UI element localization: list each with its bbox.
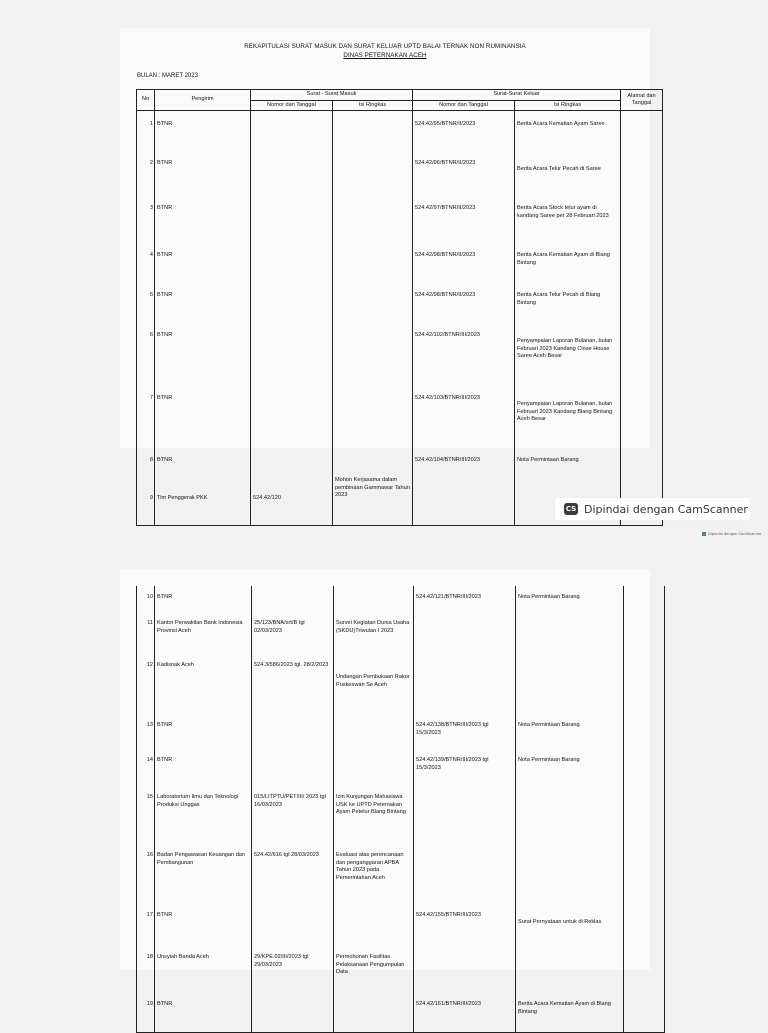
cell-masuk-isi: Survei Kegiatan Dunia Usaha (SKDU)Triwulan I 2023 xyxy=(334,612,414,660)
cell-alamat xyxy=(621,284,663,324)
table-row xyxy=(137,749,665,786)
cell-no: 12 xyxy=(137,660,155,714)
cell-keluar-isi: Nota Permintaan Barang xyxy=(516,586,624,612)
cell-keluar-isi: Penyampaian Laporan Bulanan, bulan Februari 2023 Kandang Close House Saree Aceh Besar xyxy=(515,324,621,387)
cell-pengirim: BTNR xyxy=(155,387,251,449)
cell-no: 11 xyxy=(137,612,155,660)
cell-no: 17 xyxy=(137,910,155,946)
cell-masuk-nomor xyxy=(251,152,333,197)
cell-masuk-nomor xyxy=(252,749,334,786)
cell-masuk-isi xyxy=(333,324,413,387)
cell-alamat xyxy=(624,749,665,786)
cell-masuk-nomor xyxy=(251,324,333,387)
cell-masuk-nomor xyxy=(252,586,334,612)
cell-pengirim: BTNR xyxy=(155,910,252,946)
cell-masuk-nomor xyxy=(251,449,333,475)
cell-masuk-nomor xyxy=(251,387,333,449)
cell-masuk-isi: Mohon Kerjasama dalam pembinaan Gammawar Tahun 2023 xyxy=(333,475,413,526)
cell-masuk-nomor: 015/LITPTU/PET/III/ 2023 tgl 16/03/2023 xyxy=(252,786,334,844)
cell-keluar-isi: Berita Acara Kematian Ayam di Blang Bintang xyxy=(515,244,621,284)
cell-masuk-nomor: 29/KPE.02/III/2023 tgl 29/03/2023 xyxy=(252,946,334,993)
cell-keluar-isi: Penyampaian Laporan Bulanan, bulan Februari 2023 Kandang Blang Bintang Aceh Besar xyxy=(515,387,621,449)
cell-keluar-isi: Berita Acara Stock telur ayam di kandang Saree per 28 Februari 2023 xyxy=(515,197,621,244)
table-row xyxy=(137,660,665,714)
cell-keluar-nomor xyxy=(414,946,516,993)
cell-pengirim: BTNR xyxy=(155,324,251,387)
document-subtitle: DINAS PETERNAKAN ACEH xyxy=(343,52,427,59)
cell-masuk-isi xyxy=(334,993,414,1033)
cell-masuk-isi xyxy=(333,197,413,244)
cell-no: 16 xyxy=(137,844,155,910)
table-row xyxy=(137,284,663,324)
table-row xyxy=(137,714,665,749)
cell-keluar-isi xyxy=(516,612,624,660)
camscanner-small-watermark xyxy=(702,532,762,536)
cell-alamat xyxy=(621,449,663,475)
cell-keluar-nomor: 524.42/98/BTNR/II/2023 xyxy=(413,284,515,324)
col-header-keluar-nomor: Nomor dan Tanggal xyxy=(413,100,515,111)
cell-masuk-nomor xyxy=(252,993,334,1033)
cell-keluar-isi: Berita Acara Telur Pecah di Blang Bintang xyxy=(515,284,621,324)
cell-pengirim: Badan Pengawasan Keuangan dan Pembangunan xyxy=(155,844,252,910)
table-row xyxy=(137,993,665,1033)
table-row xyxy=(137,586,665,612)
cell-pengirim: Tim Penggerak PKK xyxy=(155,475,251,526)
cell-keluar-nomor: 524.42/103/BTNR/III/2023 xyxy=(413,387,515,449)
cell-keluar-isi xyxy=(516,660,624,714)
cell-keluar-nomor xyxy=(414,612,516,660)
cell-keluar-nomor: 524.42/98/BTNR/II/2023 xyxy=(413,244,515,284)
cell-keluar-isi xyxy=(516,844,624,910)
cell-pengirim: BTNR xyxy=(155,244,251,284)
cell-pengirim: BTNR xyxy=(155,993,252,1033)
cell-no: 1 xyxy=(137,111,155,153)
col-header-pengirim: Pengirim xyxy=(155,90,251,111)
cell-keluar-nomor: 524.42/155/BTNR/III/2023 xyxy=(414,910,516,946)
cell-keluar-isi: Nota Permintaan Barang xyxy=(516,749,624,786)
letters-table-page2 xyxy=(136,586,665,1033)
cell-masuk-nomor xyxy=(251,244,333,284)
camscanner-watermark xyxy=(555,498,750,520)
col-header-surat-masuk: Surat - Surat Masuk xyxy=(251,90,413,101)
cell-keluar-nomor xyxy=(414,844,516,910)
cell-alamat xyxy=(621,244,663,284)
table-row xyxy=(137,612,665,660)
table-row xyxy=(137,910,665,946)
cell-no: 10 xyxy=(137,586,155,612)
cell-alamat xyxy=(621,152,663,197)
cell-pengirim: BTNR xyxy=(155,197,251,244)
cell-masuk-isi: Undangan Pembukaan Rakor Puskeswan Se Aceh xyxy=(334,660,414,714)
cell-masuk-nomor xyxy=(252,910,334,946)
cell-pengirim: BTNR xyxy=(155,586,252,612)
cell-masuk-nomor xyxy=(251,111,333,153)
month-label: BULAN : MARET 2023 xyxy=(137,73,198,79)
cell-keluar-isi: Berita Acara Kematian Ayam di Blang Bintang xyxy=(516,993,624,1033)
cell-no: 4 xyxy=(137,244,155,284)
cell-keluar-isi xyxy=(516,786,624,844)
cell-pengirim: BTNR xyxy=(155,714,252,749)
cell-masuk-isi xyxy=(333,152,413,197)
cell-keluar-nomor: 524.42/102/BTNR/III/2023 xyxy=(413,324,515,387)
cell-keluar-nomor xyxy=(414,786,516,844)
col-header-alamat: Alamat dan Tanggal xyxy=(621,90,663,111)
cell-alamat xyxy=(624,586,665,612)
cell-no: 9 xyxy=(137,475,155,526)
cell-keluar-nomor: 524.42/121/BTNR/III/2023 xyxy=(414,586,516,612)
cell-pengirim: Kantor Perwakilan Bank Indonesia Provinsi Aceh xyxy=(155,612,252,660)
cell-masuk-isi xyxy=(333,284,413,324)
cell-masuk-isi xyxy=(333,387,413,449)
cell-keluar-isi: Surat Pernyataan untuk di Reklas xyxy=(516,910,624,946)
cell-pengirim: BTNR xyxy=(155,449,251,475)
document-title: REKAPITULASI SURAT MASUK DAN SURAT KELUAR UPTD BALAI TERNAK NON RUMINANSIA xyxy=(244,43,526,50)
cell-no: 13 xyxy=(137,714,155,749)
table-row xyxy=(137,786,665,844)
cell-keluar-nomor: 524.42/95/BTNR/II/2023 xyxy=(413,111,515,153)
table-row xyxy=(137,387,663,449)
cell-alamat xyxy=(624,844,665,910)
cell-masuk-isi xyxy=(334,586,414,612)
table-row xyxy=(137,244,663,284)
cell-alamat xyxy=(621,111,663,153)
table-row xyxy=(137,197,663,244)
cell-keluar-isi xyxy=(516,946,624,993)
col-header-masuk-nomor: Nomor dan Tanggal xyxy=(251,100,333,111)
cell-masuk-nomor: 524.42/616 tgl 28/03/2023 xyxy=(252,844,334,910)
cell-alamat xyxy=(624,660,665,714)
table-row xyxy=(137,449,663,475)
table-row xyxy=(137,324,663,387)
col-header-masuk-isi: Isi Ringkas xyxy=(333,100,413,111)
cell-keluar-isi: Berita Acara Telur Pecah di Saree xyxy=(515,152,621,197)
camscanner-text: Dipindai dengan CamScanner xyxy=(584,502,748,516)
cell-keluar-nomor: 524.42/138/BTNR/III/2023 tgl 15/3/2023 xyxy=(414,714,516,749)
cell-no: 3 xyxy=(137,197,155,244)
cell-alamat xyxy=(624,946,665,993)
cell-pengirim: BTNR xyxy=(155,284,251,324)
cell-masuk-isi xyxy=(334,714,414,749)
cell-keluar-nomor: 524.42/104/BTNR/III/2023 xyxy=(413,449,515,475)
cell-alamat xyxy=(621,324,663,387)
cell-masuk-isi xyxy=(334,749,414,786)
cell-keluar-nomor xyxy=(413,475,515,526)
cell-masuk-isi xyxy=(333,244,413,284)
camscanner-icon: CS xyxy=(565,505,577,513)
cell-no: 6 xyxy=(137,324,155,387)
cell-masuk-isi xyxy=(333,111,413,153)
cell-alamat xyxy=(621,387,663,449)
cell-keluar-nomor: 524.42/161/BTNR/III/2023 xyxy=(414,993,516,1033)
cell-pengirim: BTNR xyxy=(155,152,251,197)
cell-no: 18 xyxy=(137,946,155,993)
cell-alamat xyxy=(621,197,663,244)
cell-masuk-nomor: 524.3/586/2023 tgl. 28/2/2023 xyxy=(252,660,334,714)
camscanner-small-icon xyxy=(702,532,706,536)
cell-masuk-isi xyxy=(334,910,414,946)
cell-masuk-isi: Permohonan Fasilitas Pelaksanaan Pengumpulan Data xyxy=(334,946,414,993)
letters-table-page1 xyxy=(136,89,663,526)
cell-alamat xyxy=(624,612,665,660)
cell-keluar-nomor xyxy=(414,660,516,714)
cell-masuk-nomor xyxy=(251,284,333,324)
cell-pengirim: Laboratorium Ilmu dan Teknologi Produksi Unggas xyxy=(155,786,252,844)
table-row xyxy=(137,946,665,993)
cell-alamat xyxy=(624,714,665,749)
col-header-surat-keluar: Surat-Surat Keluar xyxy=(413,90,621,101)
cell-no: 5 xyxy=(137,284,155,324)
scanned-page-2 xyxy=(120,570,650,1015)
cell-keluar-nomor: 524.42/139/BTNR/III/2023 tgl 15/3/2023 xyxy=(414,749,516,786)
cell-no: 8 xyxy=(137,449,155,475)
cell-keluar-nomor: 524.42/97/BTNR/II/2023 xyxy=(413,197,515,244)
cell-pengirim: Unsyiah Banda Aceh xyxy=(155,946,252,993)
cell-pengirim: BTNR xyxy=(155,111,251,153)
cell-keluar-isi: Nota Permintaan Barang xyxy=(516,714,624,749)
col-header-no: No xyxy=(137,90,155,111)
cell-masuk-isi: Izin Kunjungan Mahasiswa USK ke UPTD Peternakan Ayam Petelur Blang Bintang xyxy=(334,786,414,844)
cell-no: 7 xyxy=(137,387,155,449)
cell-keluar-isi: Berita Acara Kematian Ayam Saree xyxy=(515,111,621,153)
cell-masuk-nomor xyxy=(251,197,333,244)
cell-alamat xyxy=(624,910,665,946)
table-body-page2 xyxy=(137,586,665,1033)
cell-no: 2 xyxy=(137,152,155,197)
cell-masuk-isi: Evaluasi atas perencanaan dan penganggaran APBA Tahun 2023 pada Pemerintahan Aceh xyxy=(334,844,414,910)
cell-keluar-nomor: 524.42/96/BTNR/II/2023 xyxy=(413,152,515,197)
table-row xyxy=(137,111,663,153)
cell-keluar-isi: Nota Permintaan Barang xyxy=(515,449,621,475)
cell-pengirim: BTNR xyxy=(155,749,252,786)
cell-no: 14 xyxy=(137,749,155,786)
camscanner-small-text: Dipindai dengan CamScanner xyxy=(708,532,762,536)
cell-no: 19 xyxy=(137,993,155,1033)
cell-masuk-nomor xyxy=(252,714,334,749)
col-header-keluar-isi: Isi Ringkas xyxy=(515,100,621,111)
table-row xyxy=(137,844,665,910)
cell-pengirim: Kadisnak Aceh xyxy=(155,660,252,714)
cell-masuk-nomor: 524.42/120 xyxy=(251,475,333,526)
table-body-page1 xyxy=(137,111,663,526)
table-row xyxy=(137,152,663,197)
cell-alamat xyxy=(624,786,665,844)
cell-alamat xyxy=(624,993,665,1033)
cell-no: 15 xyxy=(137,786,155,844)
scanned-page-1 xyxy=(120,28,656,502)
cell-masuk-isi xyxy=(333,449,413,475)
cell-masuk-nomor: 25/123/BNA/srt/B tgl 02/03/2023 xyxy=(252,612,334,660)
